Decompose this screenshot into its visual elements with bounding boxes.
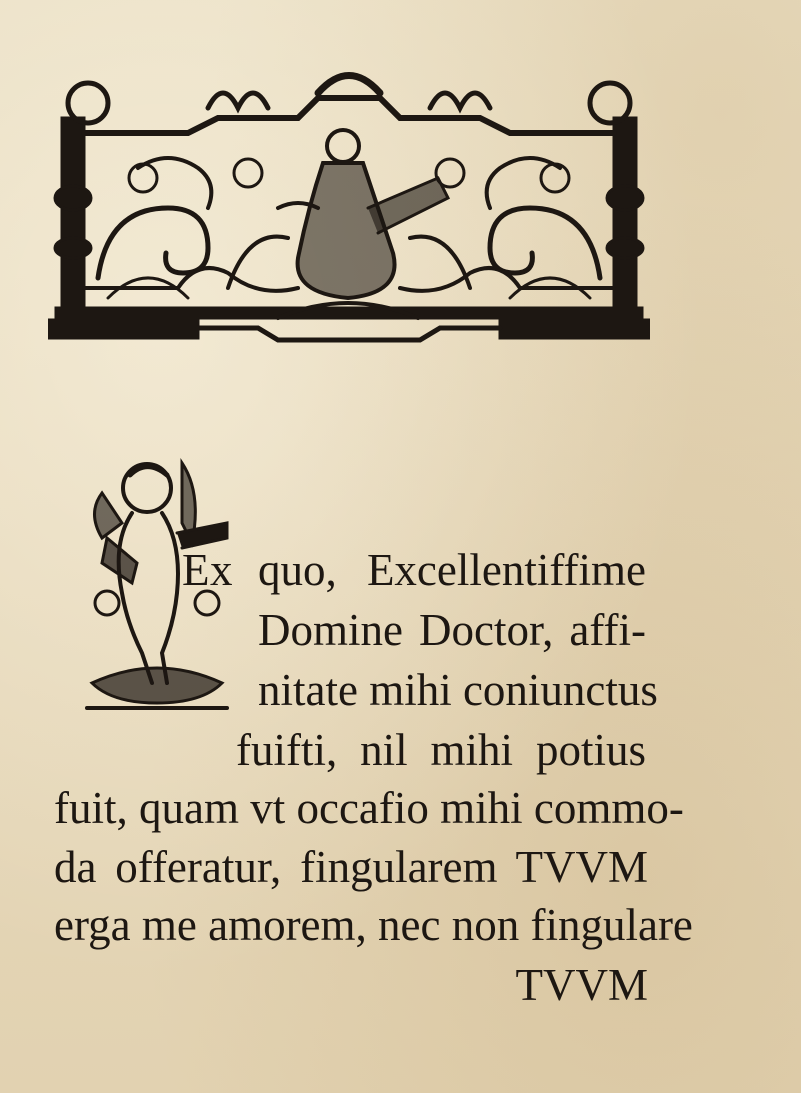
headpiece-ornament [48,58,650,343]
initial-letters: Ex [182,545,233,595]
text-line-1: quo, Excellentiffime [258,545,646,595]
text-line-6: da offeratur, fingularem TVVM [54,842,648,892]
text-line-3: nitate mihi coniunctus [258,665,658,715]
text-line-2: Domine Doctor, affi- [258,605,646,655]
catchword: TVVM [515,960,648,1010]
text-line-5: fuit, quam vt occafio mihi commo- [54,783,684,833]
text-line-7: erga me amorem, nec non fingulare [54,900,693,950]
text-line-4: fuifti, nil mihi potius [236,725,646,775]
